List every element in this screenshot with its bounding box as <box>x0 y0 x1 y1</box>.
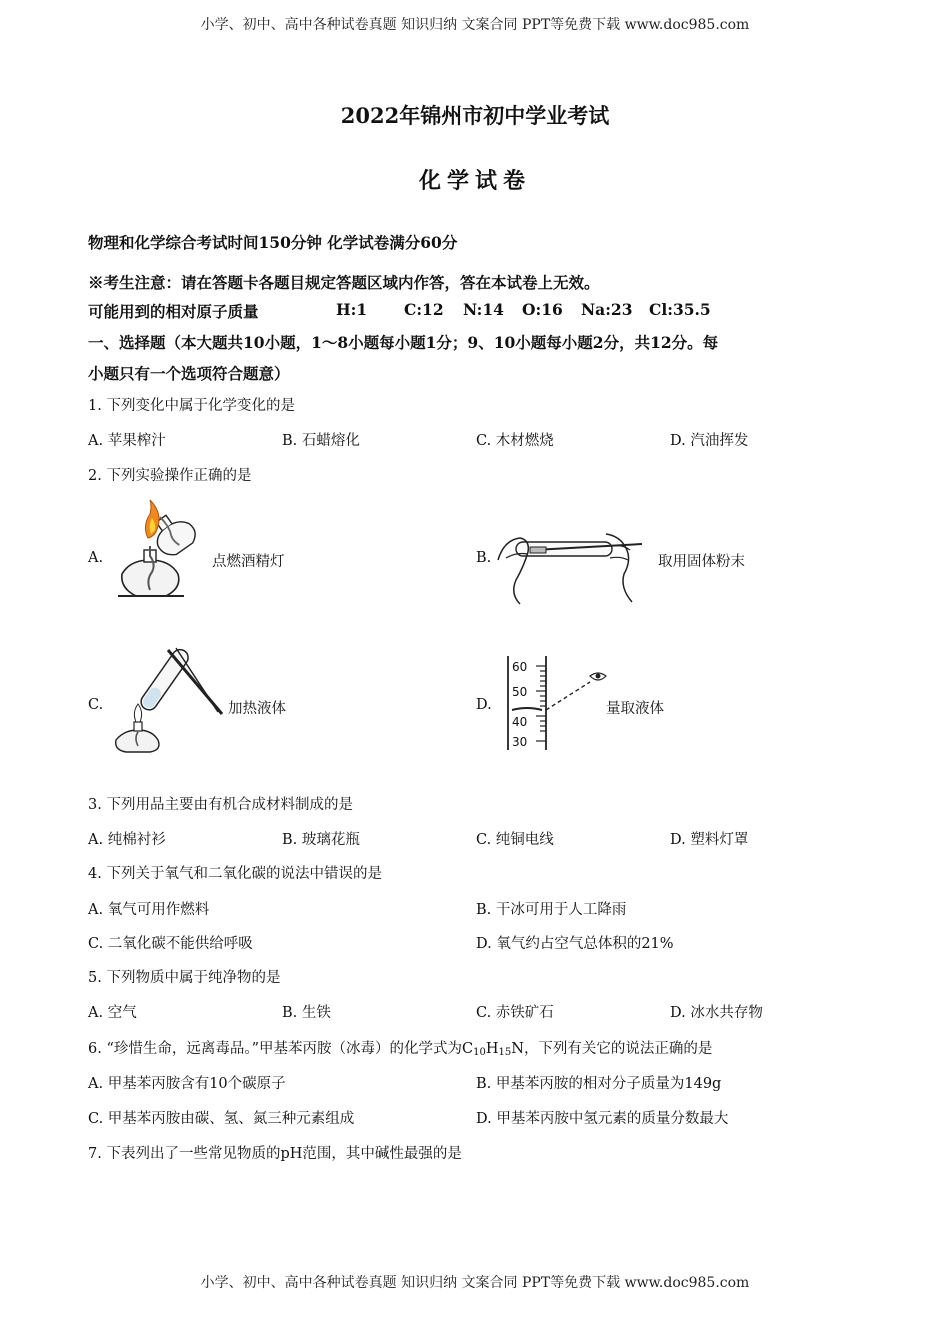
question-4-option-c: C. 二氧化碳不能供给呼吸 <box>88 936 253 952</box>
cylinder-tick-50: 50 <box>512 685 528 699</box>
question-6-option-d: D. 甲基苯丙胺中氢元素的质量分数最大 <box>476 1111 729 1127</box>
page-header: 小学、初中、高中各种试卷真题 知识归纳 文案合同 PPT等免费下载 www.doc985.com <box>200 17 750 33</box>
cylinder-tick-60: 60 <box>512 660 528 674</box>
question-5-option-b: B. 生铁 <box>282 1005 331 1021</box>
question-4-stem: 4. 下列关于氧气和二氧化碳的说法中错误的是 <box>88 866 382 882</box>
question-2-option-d-letter: D. <box>476 697 492 713</box>
formula-subscript-h: 15 <box>498 1047 512 1058</box>
atomic-mass-label: 可能用到的相对原子质量 <box>88 302 259 321</box>
atomic-mass-o: O:16 <box>522 300 563 319</box>
question-3-option-b: B. 玻璃花瓶 <box>282 832 360 848</box>
question-2-option-c-caption: 加热液体 <box>228 701 286 717</box>
alcohol-lamp-lighting-figure <box>106 500 210 604</box>
section-heading-line1: 一、选择题（本大题共10小题，1～8小题每小题1分；9、10小题每小题2分，共12分。每 <box>88 333 719 352</box>
question-2-option-a-letter: A. <box>88 550 104 566</box>
question-4-option-a: A. 氧气可用作燃料 <box>88 902 210 918</box>
formula-h: H <box>485 1041 499 1057</box>
question-1-option-a: A. 苹果榨汁 <box>88 433 166 449</box>
question-2-option-b-letter: B. <box>476 550 492 566</box>
exam-notice: ※考生注意：请在答题卡各题目规定答题区域内作答，答在本试卷上无效。 <box>88 273 600 292</box>
atomic-mass-n: N:14 <box>463 300 504 319</box>
question-3-option-c: C. 纯铜电线 <box>476 832 554 848</box>
section-heading-line2: 小题只有一个选项符合题意） <box>88 364 290 383</box>
formula-subscript-c: 10 <box>473 1047 486 1058</box>
question-4-option-d: D. 氧气约占空气总体积的21% <box>476 936 674 952</box>
exam-time-line: 物理和化学综合考试时间150分钟 化学试卷满分60分 <box>88 233 458 252</box>
exam-title: 2022年锦州市初中学业考试 <box>340 103 610 128</box>
atomic-mass-cl: Cl:35.5 <box>649 300 711 319</box>
question-5-option-a: A. 空气 <box>88 1005 137 1021</box>
question-2-stem: 2. 下列实验操作正确的是 <box>88 468 252 484</box>
question-6-stem-part1: 6. “珍惜生命，远离毒品。”甲基苯丙胺（冰毒）的化学式为C <box>88 1041 474 1057</box>
exam-subtitle: 化学试卷 <box>418 168 531 194</box>
solid-powder-figure <box>494 530 650 604</box>
question-6-stem <box>88 1037 712 1058</box>
question-4-option-b: B. 干冰可用于人工降雨 <box>476 902 627 918</box>
question-3-option-d: D. 塑料灯罩 <box>670 832 749 848</box>
question-7-stem: 7. 下表列出了一些常见物质的pH范围，其中碱性最强的是 <box>88 1146 462 1162</box>
question-2-option-a-caption: 点燃酒精灯 <box>212 554 285 570</box>
question-6-option-c: C. 甲基苯丙胺由碳、氢、氮三种元素组成 <box>88 1111 355 1127</box>
question-6-option-b: B. 甲基苯丙胺的相对分子质量为149g <box>476 1076 722 1092</box>
question-6-stem-part2: N，下列有关它的说法正确的是 <box>511 1041 713 1057</box>
question-5-option-d: D. 冰水共存物 <box>670 1005 763 1021</box>
question-1-option-d: D. 汽油挥发 <box>670 433 749 449</box>
atomic-mass-h: H:1 <box>336 300 368 319</box>
question-3-option-a: A. 纯棉衬衫 <box>88 832 166 848</box>
cylinder-tick-30: 30 <box>512 735 528 749</box>
question-1-option-c: C. 木材燃烧 <box>476 433 554 449</box>
atomic-mass-c: C:12 <box>404 300 444 319</box>
heating-liquid-figure <box>106 642 226 754</box>
page-footer: 小学、初中、高中各种试卷真题 知识归纳 文案合同 PPT等免费下载 www.doc985.com <box>200 1275 750 1291</box>
question-1-option-b: B. 石蜡熔化 <box>282 433 360 449</box>
question-3-stem: 3. 下列用品主要由有机合成材料制成的是 <box>88 797 353 813</box>
question-2-option-b-caption: 取用固体粉末 <box>658 554 745 570</box>
atomic-mass-na: Na:23 <box>581 300 633 319</box>
question-6-option-a: A. 甲基苯丙胺含有10个碳原子 <box>88 1076 286 1092</box>
question-1-stem: 1. 下列变化中属于化学变化的是 <box>88 398 295 414</box>
cylinder-tick-40: 40 <box>512 715 528 729</box>
question-5-stem: 5. 下列物质中属于纯净物的是 <box>88 970 281 986</box>
question-2-option-c-letter: C. <box>88 697 104 713</box>
question-5-option-c: C. 赤铁矿石 <box>476 1005 554 1021</box>
graduated-cylinder-figure <box>506 654 610 754</box>
question-2-option-d-caption: 量取液体 <box>606 701 664 717</box>
